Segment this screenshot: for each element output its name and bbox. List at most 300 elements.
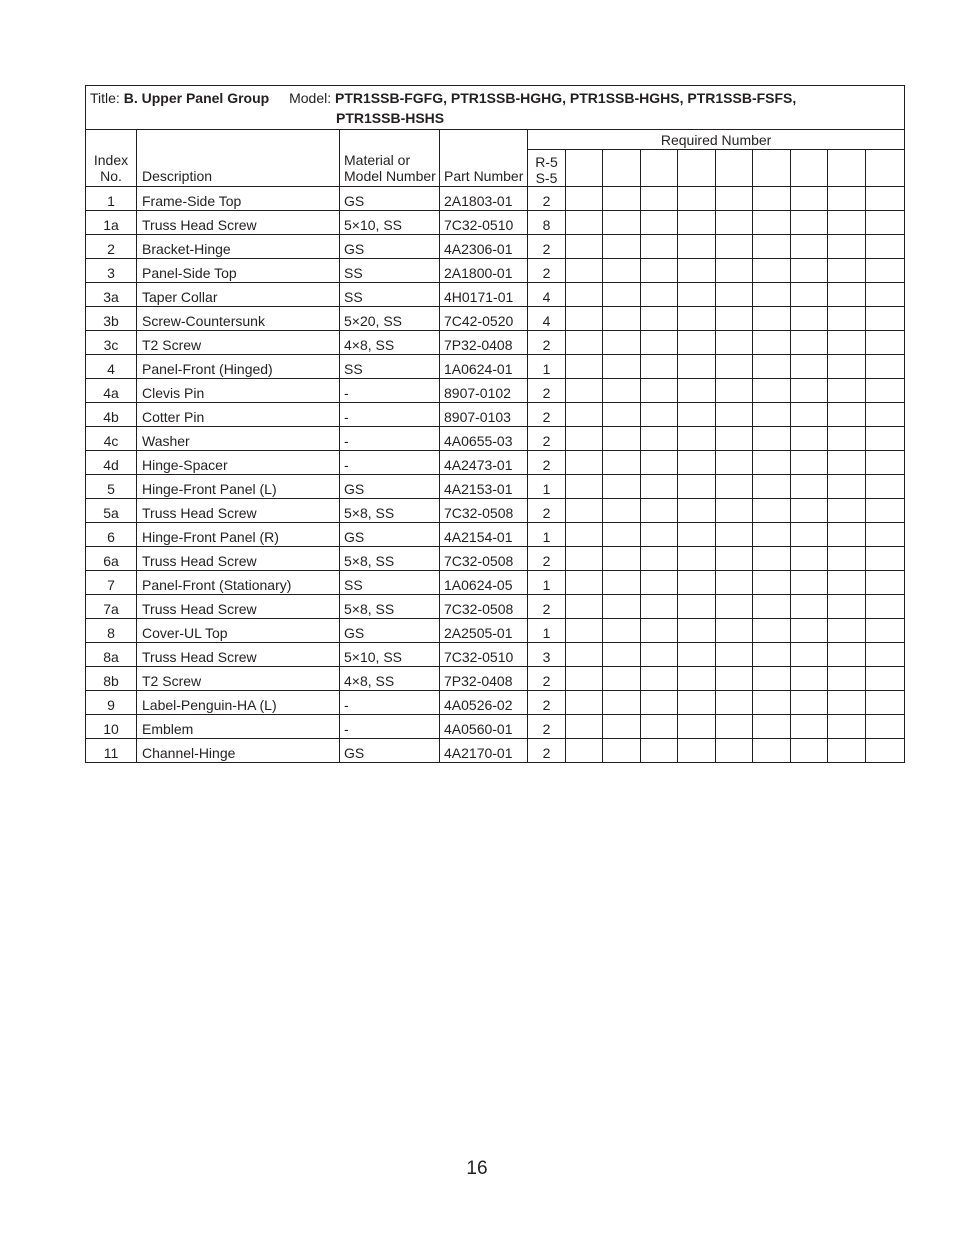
table-row bbox=[86, 523, 905, 547]
blank-quantity-cell bbox=[641, 499, 678, 523]
blank-quantity-cell bbox=[603, 715, 641, 739]
material-cell: GS bbox=[340, 475, 440, 499]
blank-quantity-cell bbox=[828, 259, 866, 283]
table-row bbox=[86, 307, 905, 331]
blank-quantity-cell bbox=[866, 331, 905, 355]
part-number-cell: 7P32-0408 bbox=[440, 331, 528, 355]
blank-quantity-cell bbox=[791, 643, 828, 667]
blank-quantity-cell bbox=[753, 307, 791, 331]
part-number-cell: 4A2153-01 bbox=[440, 475, 528, 499]
description-cell: Frame-Side Top bbox=[137, 187, 340, 211]
index-cell: 4c bbox=[86, 427, 137, 451]
blank-quantity-cell bbox=[753, 691, 791, 715]
blank-quantity-cell bbox=[791, 715, 828, 739]
blank-quantity-cell bbox=[828, 331, 866, 355]
material-cell: GS bbox=[340, 619, 440, 643]
rs-header-line2: S-5 bbox=[535, 170, 558, 186]
title-label: Title: bbox=[90, 90, 120, 106]
blank-quantity-cell bbox=[716, 547, 753, 571]
blank-quantity-cell bbox=[753, 235, 791, 259]
blank-quantity-cell bbox=[866, 211, 905, 235]
blank-quantity-cell bbox=[678, 235, 716, 259]
table-row bbox=[86, 619, 905, 643]
blank-quantity-cell bbox=[603, 331, 641, 355]
blank-quantity-cell bbox=[716, 667, 753, 691]
blank-quantity-cell bbox=[603, 355, 641, 379]
blank-quantity-cell bbox=[828, 571, 866, 595]
description-cell: Washer bbox=[137, 427, 340, 451]
blank-quantity-cell bbox=[641, 235, 678, 259]
description-cell: Cotter Pin bbox=[137, 403, 340, 427]
blank-quantity-cell bbox=[791, 739, 828, 763]
part-number-cell: 1A0624-05 bbox=[440, 571, 528, 595]
blank-quantity-cell bbox=[566, 499, 603, 523]
blank-quantity-cell bbox=[866, 739, 905, 763]
blank-quantity-cell bbox=[866, 307, 905, 331]
parts-table bbox=[85, 85, 905, 763]
description-cell: Cover-UL Top bbox=[137, 619, 340, 643]
description-cell: Taper Collar bbox=[137, 283, 340, 307]
part-number-cell: 1A0624-01 bbox=[440, 355, 528, 379]
blank-quantity-cell bbox=[678, 571, 716, 595]
blank-quantity-cell bbox=[791, 523, 828, 547]
blank-quantity-cell bbox=[603, 379, 641, 403]
table-row bbox=[86, 235, 905, 259]
blank-quantity-cell bbox=[603, 283, 641, 307]
part-number-cell: 4A0655-03 bbox=[440, 427, 528, 451]
description-cell: Hinge-Front Panel (L) bbox=[137, 475, 340, 499]
blank-quantity-cell bbox=[828, 379, 866, 403]
index-cell: 6a bbox=[86, 547, 137, 571]
blank-quantity-cell bbox=[678, 715, 716, 739]
blank-quantity-cell bbox=[828, 211, 866, 235]
blank-quantity-cell bbox=[866, 235, 905, 259]
blank-quantity-cell bbox=[566, 595, 603, 619]
blank-quantity-cell bbox=[716, 739, 753, 763]
table-row bbox=[86, 595, 905, 619]
blank-quantity-cell bbox=[641, 571, 678, 595]
blank-quantity-cell bbox=[566, 283, 603, 307]
blank-quantity-cell bbox=[716, 379, 753, 403]
blank-quantity-cell bbox=[641, 643, 678, 667]
blank-quantity-cell bbox=[641, 187, 678, 211]
blank-quantity-cell bbox=[716, 475, 753, 499]
parts-table-body bbox=[86, 187, 905, 763]
quantity-r5-s5-cell: 1 bbox=[528, 571, 566, 595]
material-header-line2: Model Number bbox=[344, 168, 436, 184]
material-cell: - bbox=[340, 379, 440, 403]
index-cell: 8 bbox=[86, 619, 137, 643]
part-number-cell: 4A2473-01 bbox=[440, 451, 528, 475]
index-cell: 4d bbox=[86, 451, 137, 475]
blank-quantity-cell bbox=[566, 667, 603, 691]
description-cell: Truss Head Screw bbox=[137, 547, 340, 571]
blank-quantity-cell bbox=[603, 691, 641, 715]
index-cell: 4a bbox=[86, 379, 137, 403]
column-header-material bbox=[340, 130, 440, 187]
quantity-r5-s5-cell: 2 bbox=[528, 451, 566, 475]
blank-quantity-cell bbox=[641, 283, 678, 307]
blank-quantity-cell bbox=[566, 715, 603, 739]
blank-quantity-cell bbox=[641, 427, 678, 451]
blank-quantity-cell bbox=[716, 283, 753, 307]
blank-quantity-cell bbox=[716, 211, 753, 235]
blank-quantity-cell bbox=[791, 403, 828, 427]
blank-quantity-cell bbox=[641, 379, 678, 403]
description-cell: Panel-Side Top bbox=[137, 259, 340, 283]
blank-quantity-cell bbox=[791, 451, 828, 475]
index-cell: 2 bbox=[86, 235, 137, 259]
blank-quantity-cell bbox=[866, 403, 905, 427]
material-cell: SS bbox=[340, 355, 440, 379]
blank-quantity-cell bbox=[716, 619, 753, 643]
blank-quantity-cell bbox=[828, 307, 866, 331]
blank-quantity-header bbox=[753, 150, 791, 187]
blank-quantity-cell bbox=[678, 283, 716, 307]
quantity-r5-s5-cell: 2 bbox=[528, 427, 566, 451]
table-row bbox=[86, 691, 905, 715]
part-number-cell: 4A2154-01 bbox=[440, 523, 528, 547]
material-cell: SS bbox=[340, 259, 440, 283]
blank-quantity-cell bbox=[866, 187, 905, 211]
blank-quantity-cell bbox=[641, 331, 678, 355]
description-cell: Bracket-Hinge bbox=[137, 235, 340, 259]
rs-header-line1: R-5 bbox=[535, 154, 558, 170]
description-cell: Hinge-Spacer bbox=[137, 451, 340, 475]
material-cell: GS bbox=[340, 523, 440, 547]
blank-quantity-cell bbox=[678, 619, 716, 643]
blank-quantity-cell bbox=[828, 355, 866, 379]
material-cell: - bbox=[340, 403, 440, 427]
quantity-r5-s5-cell: 2 bbox=[528, 595, 566, 619]
blank-quantity-cell bbox=[753, 739, 791, 763]
description-cell: Truss Head Screw bbox=[137, 499, 340, 523]
description-cell: Truss Head Screw bbox=[137, 643, 340, 667]
blank-quantity-cell bbox=[791, 379, 828, 403]
part-number-cell: 4A0526-02 bbox=[440, 691, 528, 715]
blank-quantity-cell bbox=[566, 211, 603, 235]
part-number-cell: 7C32-0508 bbox=[440, 499, 528, 523]
blank-quantity-cell bbox=[603, 187, 641, 211]
quantity-r5-s5-cell: 2 bbox=[528, 667, 566, 691]
blank-quantity-cell bbox=[828, 499, 866, 523]
blank-quantity-cell bbox=[716, 595, 753, 619]
part-number-cell: 4A2306-01 bbox=[440, 235, 528, 259]
table-row bbox=[86, 259, 905, 283]
blank-quantity-cell bbox=[641, 691, 678, 715]
description-cell: Clevis Pin bbox=[137, 379, 340, 403]
blank-quantity-cell bbox=[603, 739, 641, 763]
blank-quantity-cell bbox=[566, 379, 603, 403]
table-row bbox=[86, 355, 905, 379]
title-value: B. Upper Panel Group bbox=[123, 90, 270, 106]
description-cell: Screw-Countersunk bbox=[137, 307, 340, 331]
blank-quantity-cell bbox=[641, 451, 678, 475]
blank-quantity-cell bbox=[566, 475, 603, 499]
index-cell: 10 bbox=[86, 715, 137, 739]
model-list-line2: PTR1SSB-HSHS bbox=[336, 110, 445, 126]
blank-quantity-cell bbox=[753, 571, 791, 595]
index-cell: 8a bbox=[86, 643, 137, 667]
blank-quantity-header bbox=[603, 150, 641, 187]
part-number-header-text: Part Number bbox=[444, 168, 524, 184]
quantity-r5-s5-cell: 2 bbox=[528, 403, 566, 427]
blank-quantity-cell bbox=[828, 283, 866, 307]
material-cell: 5×8, SS bbox=[340, 499, 440, 523]
blank-quantity-cell bbox=[791, 187, 828, 211]
blank-quantity-cell bbox=[678, 451, 716, 475]
description-cell: T2 Screw bbox=[137, 667, 340, 691]
blank-quantity-cell bbox=[828, 451, 866, 475]
blank-quantity-cell bbox=[566, 259, 603, 283]
index-cell: 7 bbox=[86, 571, 137, 595]
blank-quantity-cell bbox=[566, 643, 603, 667]
blank-quantity-cell bbox=[678, 691, 716, 715]
part-number-cell: 8907-0102 bbox=[440, 379, 528, 403]
index-cell: 1 bbox=[86, 187, 137, 211]
blank-quantity-cell bbox=[866, 259, 905, 283]
part-number-cell: 2A2505-01 bbox=[440, 619, 528, 643]
blank-quantity-cell bbox=[791, 331, 828, 355]
blank-quantity-cell bbox=[678, 595, 716, 619]
blank-quantity-cell bbox=[566, 571, 603, 595]
table-row bbox=[86, 571, 905, 595]
material-cell: - bbox=[340, 427, 440, 451]
blank-quantity-cell bbox=[753, 595, 791, 619]
blank-quantity-cell bbox=[828, 475, 866, 499]
blank-quantity-cell bbox=[753, 451, 791, 475]
blank-quantity-cell bbox=[791, 667, 828, 691]
blank-quantity-cell bbox=[753, 523, 791, 547]
table-row bbox=[86, 715, 905, 739]
quantity-r5-s5-cell: 3 bbox=[528, 643, 566, 667]
part-number-cell: 4H0171-01 bbox=[440, 283, 528, 307]
blank-quantity-cell bbox=[678, 499, 716, 523]
blank-quantity-cell bbox=[603, 619, 641, 643]
blank-quantity-header bbox=[641, 150, 678, 187]
material-cell: 4×8, SS bbox=[340, 667, 440, 691]
blank-quantity-cell bbox=[716, 331, 753, 355]
table-row bbox=[86, 739, 905, 763]
blank-quantity-cell bbox=[641, 307, 678, 331]
blank-quantity-cell bbox=[753, 379, 791, 403]
description-cell: Channel-Hinge bbox=[137, 739, 340, 763]
table-row bbox=[86, 211, 905, 235]
page-number: 16 bbox=[466, 1158, 488, 1179]
blank-quantity-cell bbox=[566, 355, 603, 379]
table-row bbox=[86, 283, 905, 307]
material-cell: - bbox=[340, 451, 440, 475]
blank-quantity-cell bbox=[641, 475, 678, 499]
index-cell: 3c bbox=[86, 331, 137, 355]
blank-quantity-cell bbox=[753, 667, 791, 691]
blank-quantity-cell bbox=[678, 403, 716, 427]
blank-quantity-cell bbox=[866, 667, 905, 691]
blank-quantity-cell bbox=[791, 355, 828, 379]
description-cell: Truss Head Screw bbox=[137, 211, 340, 235]
index-cell: 3b bbox=[86, 307, 137, 331]
blank-quantity-cell bbox=[603, 475, 641, 499]
blank-quantity-cell bbox=[828, 667, 866, 691]
blank-quantity-cell bbox=[828, 619, 866, 643]
quantity-r5-s5-cell: 1 bbox=[528, 523, 566, 547]
part-number-cell: 8907-0103 bbox=[440, 403, 528, 427]
blank-quantity-header bbox=[791, 150, 828, 187]
blank-quantity-cell bbox=[828, 547, 866, 571]
description-cell: Hinge-Front Panel (R) bbox=[137, 523, 340, 547]
blank-quantity-cell bbox=[791, 283, 828, 307]
blank-quantity-cell bbox=[828, 715, 866, 739]
blank-quantity-cell bbox=[603, 307, 641, 331]
blank-quantity-cell bbox=[828, 691, 866, 715]
quantity-r5-s5-cell: 2 bbox=[528, 715, 566, 739]
index-cell: 5a bbox=[86, 499, 137, 523]
blank-quantity-cell bbox=[716, 715, 753, 739]
quantity-r5-s5-cell: 2 bbox=[528, 331, 566, 355]
blank-quantity-cell bbox=[866, 283, 905, 307]
index-cell: 6 bbox=[86, 523, 137, 547]
blank-quantity-header bbox=[678, 150, 716, 187]
blank-quantity-cell bbox=[603, 643, 641, 667]
blank-quantity-cell bbox=[866, 523, 905, 547]
table-row bbox=[86, 547, 905, 571]
blank-quantity-cell bbox=[716, 451, 753, 475]
blank-quantity-cell bbox=[828, 643, 866, 667]
table-row bbox=[86, 427, 905, 451]
blank-quantity-cell bbox=[641, 211, 678, 235]
blank-quantity-cell bbox=[603, 403, 641, 427]
blank-quantity-cell bbox=[641, 667, 678, 691]
description-cell: Panel-Front (Stationary) bbox=[137, 571, 340, 595]
part-number-cell: 7C32-0508 bbox=[440, 547, 528, 571]
blank-quantity-cell bbox=[716, 643, 753, 667]
part-number-cell: 2A1800-01 bbox=[440, 259, 528, 283]
table-row bbox=[86, 643, 905, 667]
table-row bbox=[86, 475, 905, 499]
blank-quantity-cell bbox=[866, 715, 905, 739]
blank-quantity-cell bbox=[753, 427, 791, 451]
index-cell: 9 bbox=[86, 691, 137, 715]
blank-quantity-cell bbox=[866, 475, 905, 499]
blank-quantity-cell bbox=[603, 667, 641, 691]
blank-quantity-cell bbox=[753, 619, 791, 643]
blank-quantity-cell bbox=[641, 619, 678, 643]
blank-quantity-cell bbox=[603, 595, 641, 619]
part-number-cell: 7C42-0520 bbox=[440, 307, 528, 331]
quantity-r5-s5-cell: 1 bbox=[528, 475, 566, 499]
material-cell: 5×8, SS bbox=[340, 547, 440, 571]
blank-quantity-cell bbox=[678, 667, 716, 691]
blank-quantity-cell bbox=[641, 595, 678, 619]
index-cell: 4b bbox=[86, 403, 137, 427]
column-header-r5-s5 bbox=[528, 150, 566, 187]
quantity-r5-s5-cell: 2 bbox=[528, 547, 566, 571]
quantity-r5-s5-cell: 2 bbox=[528, 187, 566, 211]
blank-quantity-cell bbox=[828, 235, 866, 259]
part-number-cell: 7P32-0408 bbox=[440, 667, 528, 691]
blank-quantity-cell bbox=[753, 187, 791, 211]
blank-quantity-cell bbox=[566, 331, 603, 355]
material-cell: 4×8, SS bbox=[340, 331, 440, 355]
blank-quantity-cell bbox=[716, 691, 753, 715]
blank-quantity-cell bbox=[603, 499, 641, 523]
blank-quantity-cell bbox=[866, 427, 905, 451]
blank-quantity-cell bbox=[566, 403, 603, 427]
blank-quantity-cell bbox=[566, 307, 603, 331]
material-cell: GS bbox=[340, 739, 440, 763]
blank-quantity-header bbox=[566, 150, 603, 187]
blank-quantity-cell bbox=[678, 523, 716, 547]
blank-quantity-cell bbox=[791, 475, 828, 499]
blank-quantity-cell bbox=[641, 547, 678, 571]
index-cell: 5 bbox=[86, 475, 137, 499]
column-header-index bbox=[86, 130, 137, 187]
model-label: Model: bbox=[289, 90, 332, 106]
blank-quantity-cell bbox=[566, 235, 603, 259]
part-number-cell: 7C32-0510 bbox=[440, 643, 528, 667]
index-cell: 7a bbox=[86, 595, 137, 619]
part-number-cell: 2A1803-01 bbox=[440, 187, 528, 211]
blank-quantity-cell bbox=[641, 739, 678, 763]
blank-quantity-cell bbox=[566, 451, 603, 475]
table-row bbox=[86, 403, 905, 427]
blank-quantity-cell bbox=[566, 739, 603, 763]
material-cell: - bbox=[340, 715, 440, 739]
column-header-required-number: Required Number bbox=[528, 130, 905, 150]
blank-quantity-cell bbox=[866, 571, 905, 595]
blank-quantity-cell bbox=[791, 211, 828, 235]
quantity-r5-s5-cell: 2 bbox=[528, 739, 566, 763]
blank-quantity-cell bbox=[716, 355, 753, 379]
blank-quantity-cell bbox=[716, 427, 753, 451]
blank-quantity-cell bbox=[716, 187, 753, 211]
blank-quantity-cell bbox=[566, 427, 603, 451]
material-cell: GS bbox=[340, 187, 440, 211]
blank-quantity-cell bbox=[791, 619, 828, 643]
quantity-r5-s5-cell: 2 bbox=[528, 691, 566, 715]
blank-quantity-cell bbox=[566, 187, 603, 211]
blank-quantity-cell bbox=[866, 691, 905, 715]
description-cell: T2 Screw bbox=[137, 331, 340, 355]
index-cell: 3a bbox=[86, 283, 137, 307]
index-header-line1: Index bbox=[93, 152, 129, 168]
blank-quantity-cell bbox=[716, 235, 753, 259]
blank-quantity-cell bbox=[791, 259, 828, 283]
blank-quantity-cell bbox=[753, 643, 791, 667]
blank-quantity-header bbox=[716, 150, 753, 187]
table-row bbox=[86, 187, 905, 211]
blank-quantity-cell bbox=[866, 595, 905, 619]
blank-quantity-cell bbox=[791, 595, 828, 619]
blank-quantity-cell bbox=[866, 451, 905, 475]
blank-quantity-cell bbox=[641, 355, 678, 379]
column-header-part-number bbox=[440, 130, 528, 187]
blank-quantity-cell bbox=[753, 283, 791, 307]
blank-quantity-cell bbox=[641, 403, 678, 427]
blank-quantity-cell bbox=[641, 715, 678, 739]
part-number-cell: 4A2170-01 bbox=[440, 739, 528, 763]
blank-quantity-cell bbox=[641, 259, 678, 283]
material-cell: SS bbox=[340, 571, 440, 595]
blank-quantity-cell bbox=[753, 259, 791, 283]
index-cell: 11 bbox=[86, 739, 137, 763]
material-cell: SS bbox=[340, 283, 440, 307]
material-cell: 5×10, SS bbox=[340, 643, 440, 667]
description-cell: Truss Head Screw bbox=[137, 595, 340, 619]
blank-quantity-cell bbox=[716, 571, 753, 595]
blank-quantity-header bbox=[866, 150, 905, 187]
blank-quantity-cell bbox=[866, 355, 905, 379]
